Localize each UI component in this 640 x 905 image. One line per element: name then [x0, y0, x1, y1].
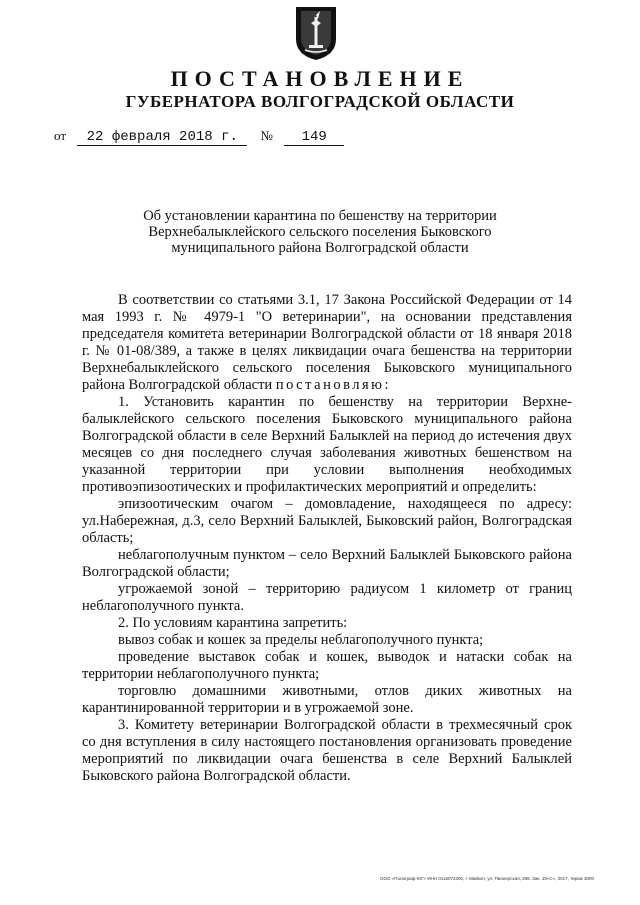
decree-word: постановляю:	[275, 377, 391, 393]
body-paragraph-ban-shows: проведение выставок собак и кошек, выводок и натаски собак на территории неблагополучного пункта;	[82, 649, 572, 682]
body-paragraph-focus: эпизоотическим очагом – домовладение, находящееся по адресу: ул.Набережная, д.3, село Верхний Балыклей, Быковский район, Волгоградская область;	[82, 496, 572, 546]
document-date: 22 февраля 2018 г.	[77, 129, 247, 146]
subject-line: Верхнебалыклейского сельского поселения Быковского	[148, 224, 492, 240]
body-paragraph-item-3: 3. Комитету ветеринарии Волгоградской области в трехмесячный срок со дня вступления в силу настоящего постановления организовать проведение мероприятий по ликвидации очага бешенства в селе Верхний Балыклей Быковского района Волгоградской области.	[82, 717, 572, 784]
body-paragraph-ban-trade: торговлю домашними животными, отлов диких животных на карантинированной территории и в угрожаемой зоне.	[82, 683, 572, 716]
body-paragraph-item-2: 2. По условиям карантина запретить:	[118, 615, 348, 631]
document-number: 149	[284, 129, 344, 146]
date-from-label: от	[54, 128, 67, 143]
document-subject	[100, 208, 540, 256]
document-body	[82, 292, 572, 785]
number-label: №	[260, 128, 273, 143]
volgograd-coat-of-arms-icon	[294, 5, 338, 61]
body-paragraph-ban-export: вывоз собак и кошек за пределы неблагополучного пункта;	[118, 632, 484, 648]
body-paragraph-point: неблагополучным пунктом – село Верхний Балыклей Быковского района Волгоградской области;	[82, 547, 572, 580]
document-title: ПОСТАНОВЛЕНИЕ	[170, 66, 470, 91]
dateline	[54, 128, 344, 146]
subject-line: Об установлении карантина по бешенству на территории	[143, 208, 497, 224]
subject-line: муниципального района Волгоградской области	[171, 240, 469, 256]
preamble-paragraph	[82, 292, 572, 394]
body-paragraph-zone: угрожаемой зоной – территорию радиусом 1 километр от границ неблагополучного пункта.	[82, 581, 572, 614]
preamble-text: В соответствии со статьями 3.1, 17 Закона Российской Федерации от 14 мая 1993 г. № 4979-1 "О ветеринарии", на основании представления председателя комитета ветеринарии Волгоградской области от 18 января 2018 г. № 01-08/389, а также в целях ликвидации очага бешенства на территории Верхнебалыклейского сельского поселения Быковского муниципального района Волгоградской области	[82, 292, 572, 393]
document-subtitle: ГУБЕРНАТОРА ВОЛГОГРАДСКОЙ ОБЛАСТИ	[125, 92, 515, 111]
body-paragraph-item-1: 1. Установить карантин по бешенству на территории Верхне-балыклейского сельского поселения Быковского муниципального района Волгоградской области в селе Верхний Балыклей на период до истечения двух месяцев со дня последнего случая заболевания животных бешенством на указанной территории при условии выполнения необходимых противоэпизоотических и профилактических мероприятий и определить:	[82, 394, 572, 495]
printer-imprint: ООО «Полиграф-ЮГ» ИНН 0116072300, г. Майкоп, ул. Пионерская, 298. Зак. 19«С», 2017, тираж 3000	[380, 876, 594, 881]
